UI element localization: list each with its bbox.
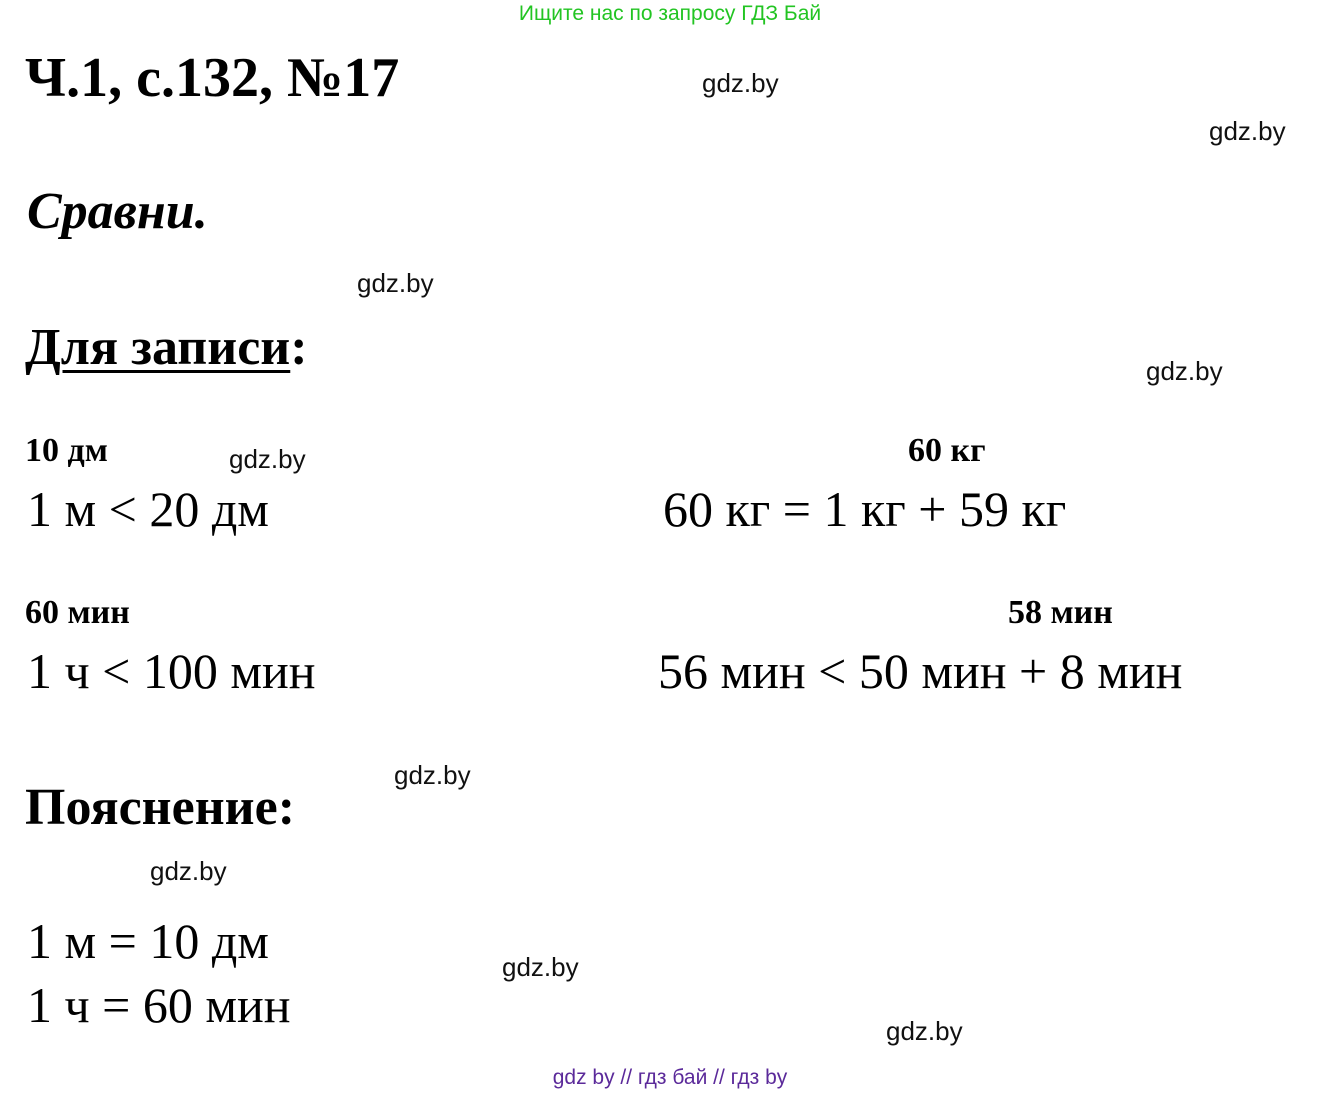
page-title: Ч.1, с.132, №17 <box>25 47 400 109</box>
watermark: gdz.by <box>502 952 579 982</box>
explanation-heading: Пояснение: <box>25 779 296 836</box>
comparison-3-note: 60 мин <box>25 594 130 631</box>
task-statement: Сравни. <box>27 183 208 240</box>
record-heading <box>25 318 308 377</box>
watermark: gdz.by <box>886 1016 963 1046</box>
record-heading-colon: : <box>290 319 308 376</box>
comparison-4-expression: 56 мин < 50 мин + 8 мин <box>658 643 1183 699</box>
watermark: gdz.by <box>229 444 306 474</box>
top-banner[interactable]: Ищите нас по запросу ГДЗ Бай <box>518 2 822 25</box>
watermark: gdz.by <box>150 856 227 886</box>
comparison-4-note: 58 мин <box>1008 594 1113 631</box>
comparison-2-expression: 60 кг = 1 кг + 59 кг <box>663 481 1067 537</box>
comparison-1-expression: 1 м < 20 дм <box>27 481 269 537</box>
watermark: gdz.by <box>1209 116 1286 146</box>
watermark: gdz.by <box>357 268 434 298</box>
comparison-2-note: 60 кг <box>908 432 986 469</box>
watermark: gdz.by <box>702 68 779 98</box>
watermark: gdz.by <box>394 760 471 790</box>
comparison-1-note: 10 дм <box>25 432 108 469</box>
watermark: gdz.by <box>1146 356 1223 386</box>
footer-links[interactable]: gdz by // гдз бай // гдз by <box>552 1066 788 1089</box>
comparison-3-expression: 1 ч < 100 мин <box>27 643 316 699</box>
explanation-line-2: 1 ч = 60 мин <box>27 977 291 1033</box>
record-heading-label: Для записи <box>25 319 291 376</box>
explanation-line-1: 1 м = 10 дм <box>27 913 269 969</box>
